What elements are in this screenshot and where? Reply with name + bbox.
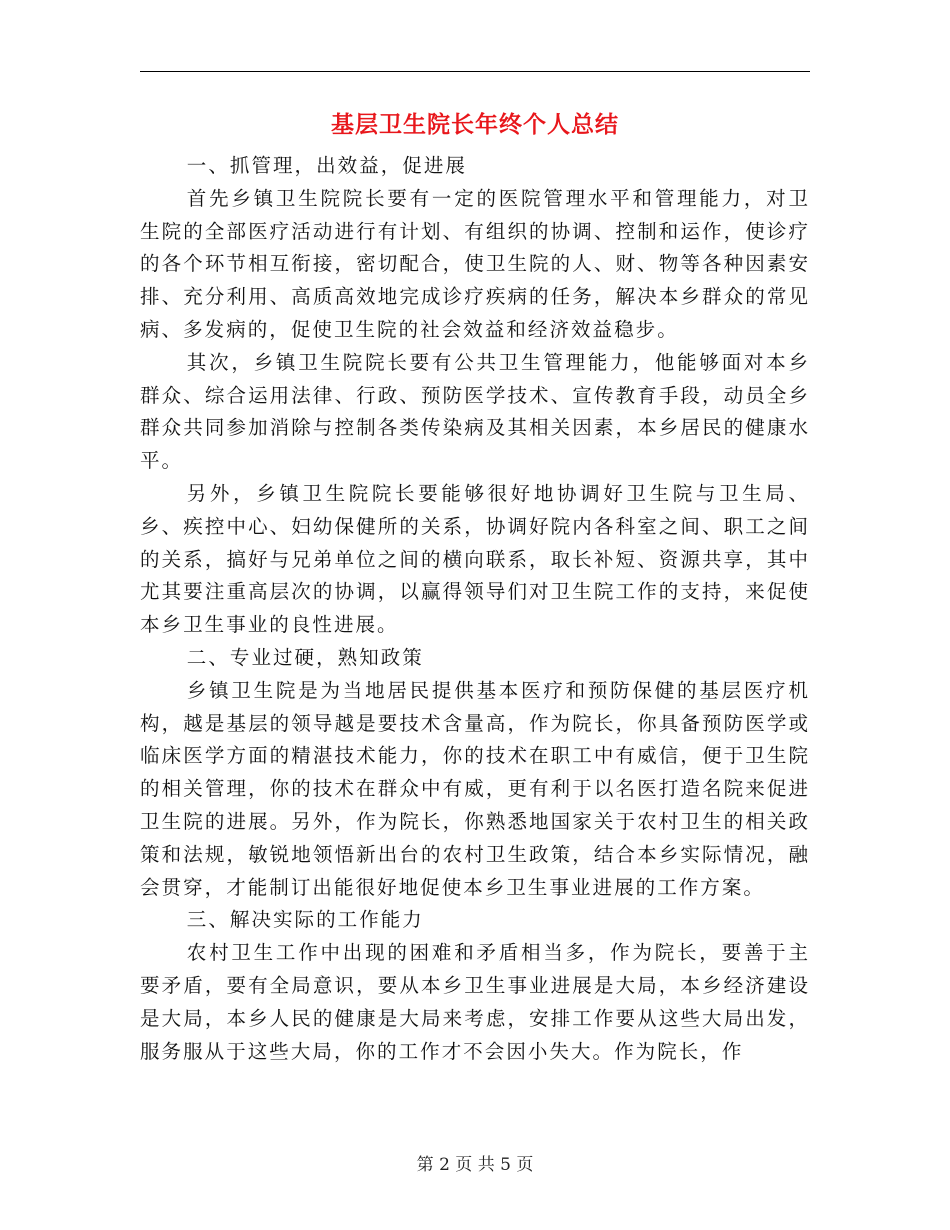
document-title: 基层卫生院长年终个人总结 — [331, 111, 619, 138]
paragraph-1-2: 其次，乡镇卫生院院长要有公共卫生管理能力，他能够面对本乡群众、综合运用法律、行政、预防医学技术、宣传教育手段，动员全乡群众共同参加消除与控制各类传染病及其相关因素，本乡居民的健康水平。 — [140, 350, 810, 473]
paragraph-1-3: 另外，乡镇卫生院院长要能够很好地协调好卫生院与卫生局、乡、疾控中心、妇幼保健所的关系，协调好院内各科室之间、职工之间的关系，搞好与兄弟单位之间的横向联系，取长补短、资源共享，其中尤其要注重高层次的协调，以赢得领导们对卫生院工作的支持，来促使本乡卫生事业的良性进展。 — [140, 481, 810, 637]
header-rule — [140, 71, 810, 72]
section-heading-2: 二、专业过硬，熟知政策 — [186, 645, 424, 669]
paragraph-2-1: 乡镇卫生院是为当地居民提供基本医疗和预防保健的基层医疗机构，越是基层的领导越是要技术含量高，作为院长，你具备预防医学或临床医学方面的精湛技术能力，你的技术在职工中有威信，便于卫生院的相关管理，你的技术在群众中有威，更有利于以名医打造名院来促进卫生院的进展。另外，作为院长，你熟悉地国家关于农村卫生的相关政策和法规，敏锐地领悟新出台的农村卫生政策，结合本乡实际情况，融会贯穿，才能制订出能很好地促使本乡卫生事业进展的工作方案。 — [140, 678, 810, 899]
paragraph-1-1: 首先乡镇卫生院院长要有一定的医院管理水平和管理能力，对卫生院的全部医疗活动进行有计划、有组织的协调、控制和运作，使诊疗的各个环节相互衔接，密切配合，使卫生院的人、财、物等各种因素安排、充分利用、高质高效地完成诊疗疾病的任务，解决本乡群众的常见病、多发病的，促使卫生院的社会效益和经济效益稳步。 — [140, 186, 810, 341]
page-footer — [140, 1153, 810, 1177]
section-heading-1: 一、抓管理，出效益，促进展 — [186, 154, 467, 177]
document-body — [140, 150, 810, 1068]
section-heading-3: 三、解决实际的工作能力 — [186, 908, 424, 932]
paragraph-3-1: 农村卫生工作中出现的困难和矛盾相当多，作为院长，要善于主要矛盾，要有全局意识，要从本乡卫生事业进展是大局，本乡经济建设是大局，本乡人民的健康是大局来考虑，安排工作要从这些大局出发，服务服从于这些大局，你的工作才不会因小失大。作为院长，作 — [140, 941, 810, 1063]
page-number-label: 第 2 页 共 5 页 — [416, 1155, 534, 1175]
